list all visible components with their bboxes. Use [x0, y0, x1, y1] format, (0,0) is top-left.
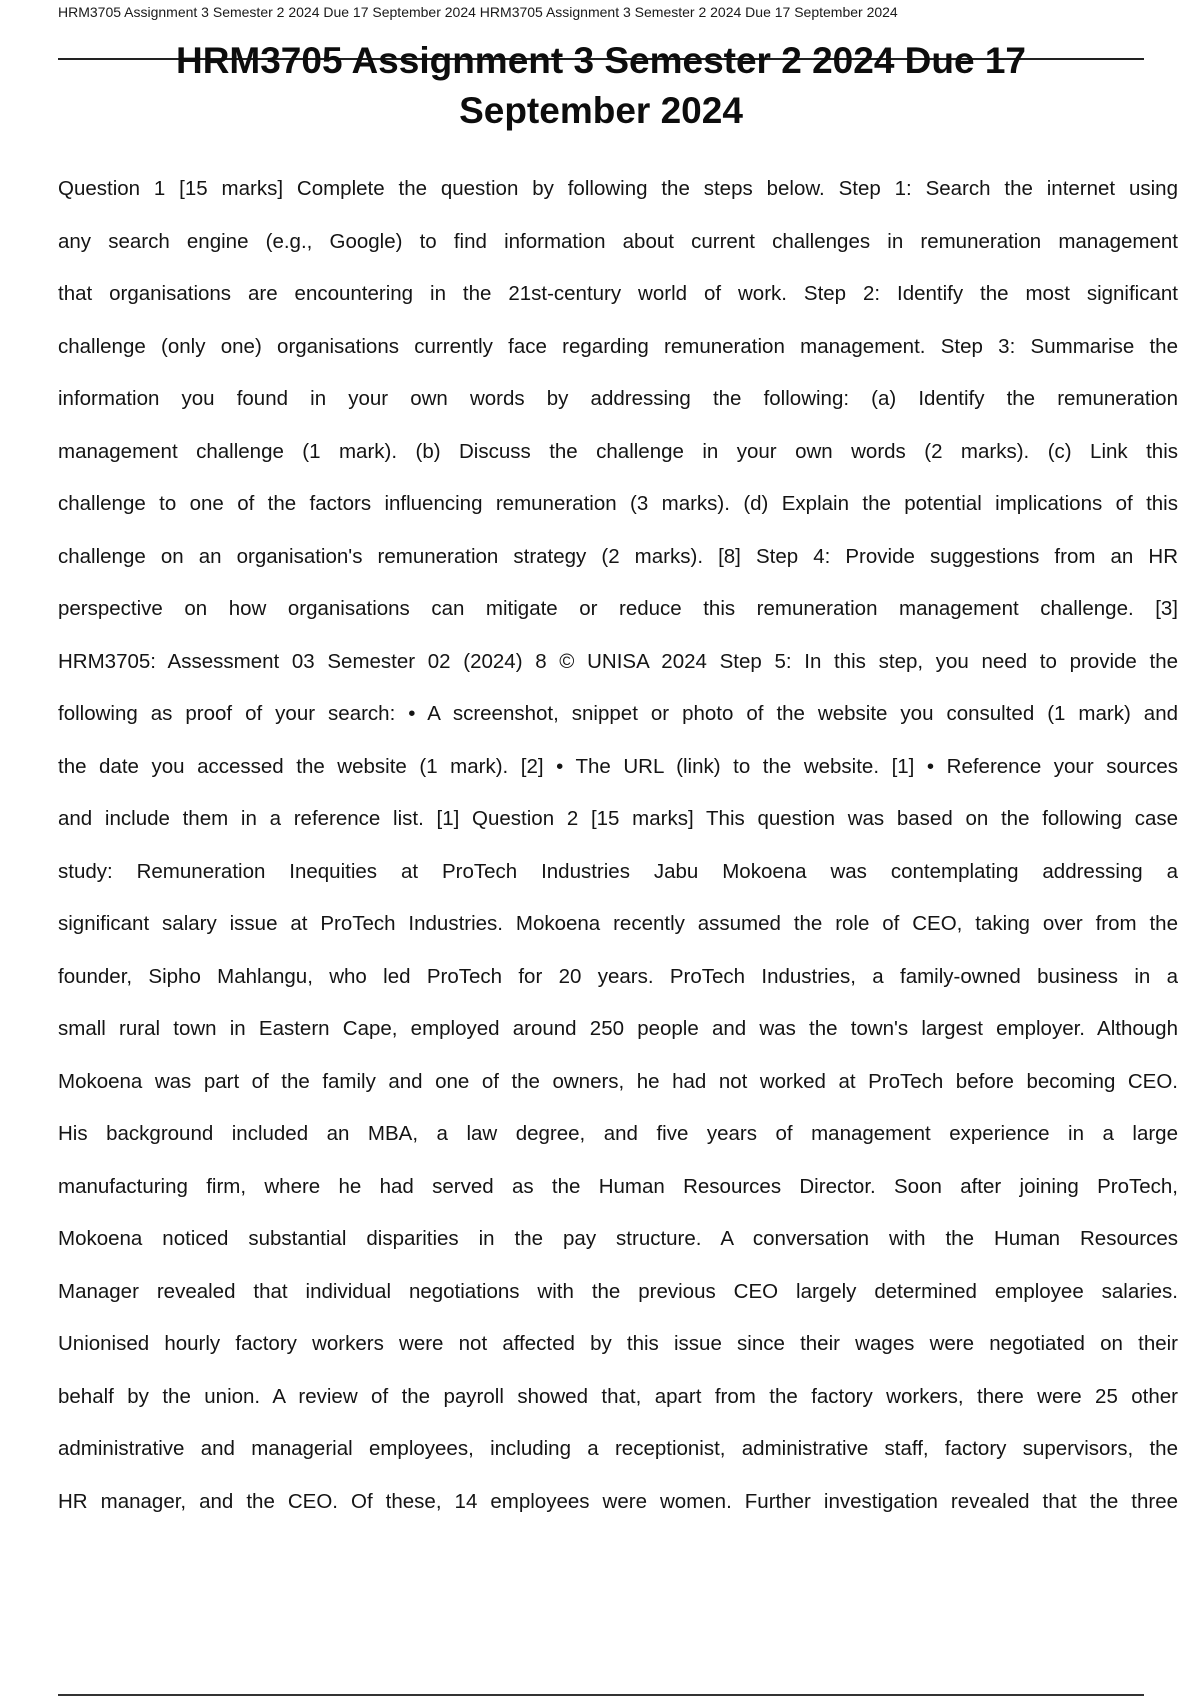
body-line: Mokoena was part of the family and one of the owners, he had not worked at ProTech before becoming CEO. — [58, 1069, 1178, 1093]
footer-rule — [58, 1694, 1144, 1696]
body-line: challenge (only one) organisations currently face regarding remuneration management. Step 3: Summarise the — [58, 334, 1178, 358]
body-line: and include them in a reference list. [1] Question 2 [15 marks] This question was based on the following case — [58, 807, 1178, 830]
body-line: information you found in your own words by addressing the following: (a) Identify the remuneration — [58, 387, 1178, 410]
body-line: that organisations are encountering in the 21st-century world of work. Step 2: Identify the most significant — [58, 282, 1178, 305]
body-line: small rural town in Eastern Cape, employed around 250 people and was the town's largest employer. Although — [58, 1017, 1178, 1040]
body-line: administrative and managerial employees, including a receptionist, administrative staff, factory supervisors, the — [58, 1437, 1178, 1460]
body-line: Unionised hourly factory workers were not affected by this issue since their wages were negotiated on their — [58, 1332, 1178, 1355]
body-line: management challenge (1 mark). (b) Discuss the challenge in your own words (2 marks). (c) Link this — [58, 439, 1178, 463]
body-line: behalf by the union. A review of the payroll showed that, apart from the factory workers, there were 25 other — [58, 1384, 1178, 1408]
body-line: Mokoena noticed substantial disparities in the pay structure. A conversation with the Human Resources — [58, 1227, 1178, 1250]
body-line: challenge on an organisation's remuneration strategy (2 marks). [8] Step 4: Provide suggestions from an HR — [58, 544, 1178, 568]
body-line: perspective on how organisations can mitigate or reduce this remuneration management challenge. [3] — [58, 597, 1178, 620]
body-line: significant salary issue at ProTech Industries. Mokoena recently assumed the role of CEO, taking over from the — [58, 912, 1178, 935]
title-line-2: September 2024 — [459, 90, 743, 131]
body-line: Manager revealed that individual negotiations with the previous CEO largely determined employee salaries. — [58, 1279, 1178, 1303]
title-line-1: HRM3705 Assignment 3 Semester 2 2024 Due 17 — [175, 40, 1027, 81]
document-title — [58, 36, 1144, 136]
body-line: HRM3705: Assessment 03 Semester 02 (2024) 8 © UNISA 2024 Step 5: In this step, you need to provide the — [58, 649, 1178, 673]
body-line: manufacturing firm, where he had served as the Human Resources Director. Soon after joining ProTech, — [58, 1174, 1178, 1198]
body-line: following as proof of your search: • A screenshot, snippet or photo of the website you consulted (1 mark) and — [58, 702, 1178, 725]
body-line: the date you accessed the website (1 mark). [2] • The URL (link) to the website. [1] • Reference your sources — [58, 754, 1178, 778]
running-header: HRM3705 Assignment 3 Semester 2 2024 Due 17 September 2024 HRM3705 Assignment 3 Semester 2 2024 Due 17 September 2024 — [58, 4, 898, 20]
body-line: founder, Sipho Mahlangu, who led ProTech for 20 years. ProTech Industries, a family-owned business in a — [58, 964, 1178, 988]
body-line: challenge to one of the factors influencing remuneration (3 marks). (d) Explain the potential implications of this — [58, 492, 1178, 515]
body-line: HR manager, and the CEO. Of these, 14 employees were women. Further investigation revealed that the three — [58, 1489, 1178, 1513]
body-line: Question 1 [15 marks] Complete the question by following the steps below. Step 1: Search the internet using — [58, 177, 1178, 200]
document-body — [58, 163, 1178, 1528]
body-line: His background included an MBA, a law degree, and five years of management experience in a large — [58, 1122, 1178, 1145]
body-line: any search engine (e.g., Google) to find information about current challenges in remuneration management — [58, 229, 1178, 253]
body-line: study: Remuneration Inequities at ProTech Industries Jabu Mokoena was contemplating addressing a — [58, 859, 1178, 883]
